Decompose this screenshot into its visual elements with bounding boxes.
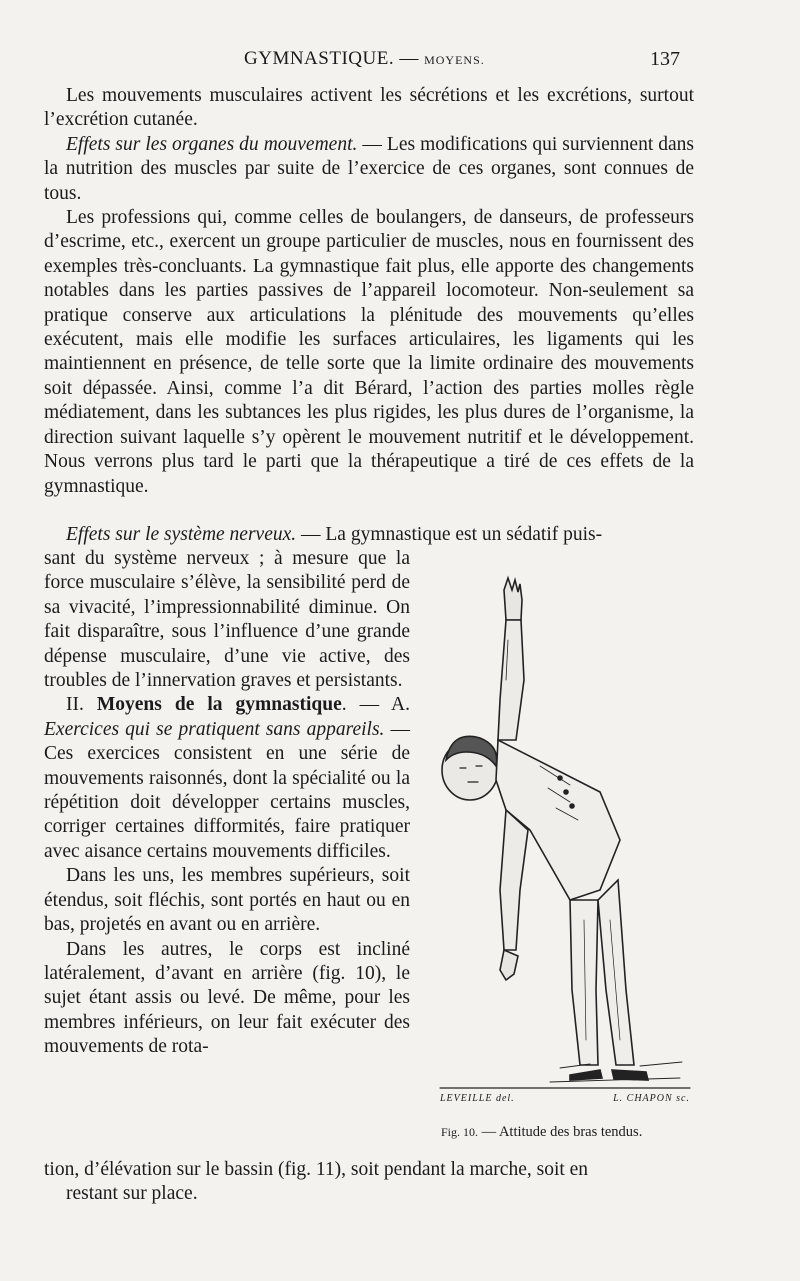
column-run: Dans les autres, le corps est incliné latéralement, d’avant en arrière (fig. 10), le sujet étant assis ou levé. De même, pour les membres inférieurs, on leur fait exécuter des mouvements de rota- [44, 938, 410, 1058]
column-paragraph [44, 547, 410, 693]
column-run: sant du système nerveux ; à mesure que la force musculaire s’élève, la sensibilité perd de sa vivacité, l’impressionnabilité diminue. On fait disparaître, sous l’influence d’une grande dépense musculaire, d’une vie active, des troubles de l’innervation graves et persistants. [44, 548, 410, 692]
column-run: — Ces exercices consistent en une série de mouvements raisonnés, dont la spécialité ou la répétition doit développer certains muscles, corriger certaines difformités, faire pratiquer avec aisance certains mouvements difficiles. [44, 718, 410, 862]
upper-run: Effets sur les organes du mouvement. [66, 133, 358, 155]
column-run: . — A. [341, 694, 410, 716]
credit-artist: LEVEILLE del. [440, 1093, 515, 1104]
running-title: GYMNASTIQUE. — MOYENS. [244, 48, 485, 69]
figure-caption-text: — Attitude des bras tendus. [478, 1124, 643, 1140]
running-header [44, 48, 684, 74]
column-run: Moyens de la gymnastique [96, 694, 342, 716]
nerveux-run: Effets sur le système nerveux. [66, 524, 297, 545]
column-paragraph [44, 864, 410, 937]
page-number: 137 [650, 48, 680, 70]
man-bending-engraving [420, 570, 700, 1090]
column-run: II. [66, 694, 97, 716]
figure-caption [441, 1124, 642, 1141]
upper-paragraph [44, 206, 694, 499]
upper-run: Les professions qui, comme celles de boulangers, de danseurs, de professeurs d’escrime, etc., exercent un groupe particulier de muscles, nous en fournissent des exemples très-concluants. La gymnastique fait plus, elle apporte des changements notables dans les parties passives de l’appareil locomoteur. Non-seulement sa pratique conserve aux articulations la plénitude des mouvements qu’elles exécutent, mais elle modifie les surfaces articulaires, les ligaments qui les maintiennent en présence, de telle sorte que la limite ordinaire des mouvements soit dépassée. Ainsi, comme l’a dit Bérard, l’action des parties molles règle médiatement, dans les subtances les plus rigides, les plus dures de l’organisme, la direction suivant laquelle s’y opèrent le mouvement nutritif et le développement. Nous verrons plus tard le parti que la thérapeutique a tiré de ces effets de la gymnastique. [44, 207, 694, 497]
column-run: Exercices qui se pratiquent sans appareils. [44, 718, 385, 740]
column-paragraph [44, 693, 410, 864]
credit-engraver: L. CHAPON sc. [613, 1093, 690, 1104]
upper-paragraph [44, 133, 694, 206]
text-block-upper [44, 84, 694, 499]
upper-run: Les mouvements musculaires activent les sécrétions et les excrétions, surtout l’excrétion cutanée. [44, 85, 694, 131]
column-paragraph [44, 938, 410, 1060]
text-column-left [44, 547, 410, 1060]
upper-paragraph [44, 84, 694, 133]
figure-label: Fig. 10. [441, 1125, 479, 1139]
column-run: Dans les uns, les membres supérieurs, soit étendus, soit fléchis, sont portés en haut ou en bas, projetés en avant ou en arrière. [44, 865, 410, 936]
upper-run: — Les modifications qui surviennent dans la nutrition des muscles par suite de l’exercice de ces organes, sont connues de tous. [44, 133, 695, 204]
bottom-line: tion, d’élévation sur le bassin (fig. 11), soit pendant la marche, soit en [44, 1159, 589, 1180]
nerveux-run: — La gymnastique est un sédatif puis- [296, 524, 603, 545]
figure-illustration [420, 570, 700, 1090]
text-line-nerveux [44, 523, 694, 547]
bottom-line-2: restant sur place. [66, 1183, 198, 1204]
